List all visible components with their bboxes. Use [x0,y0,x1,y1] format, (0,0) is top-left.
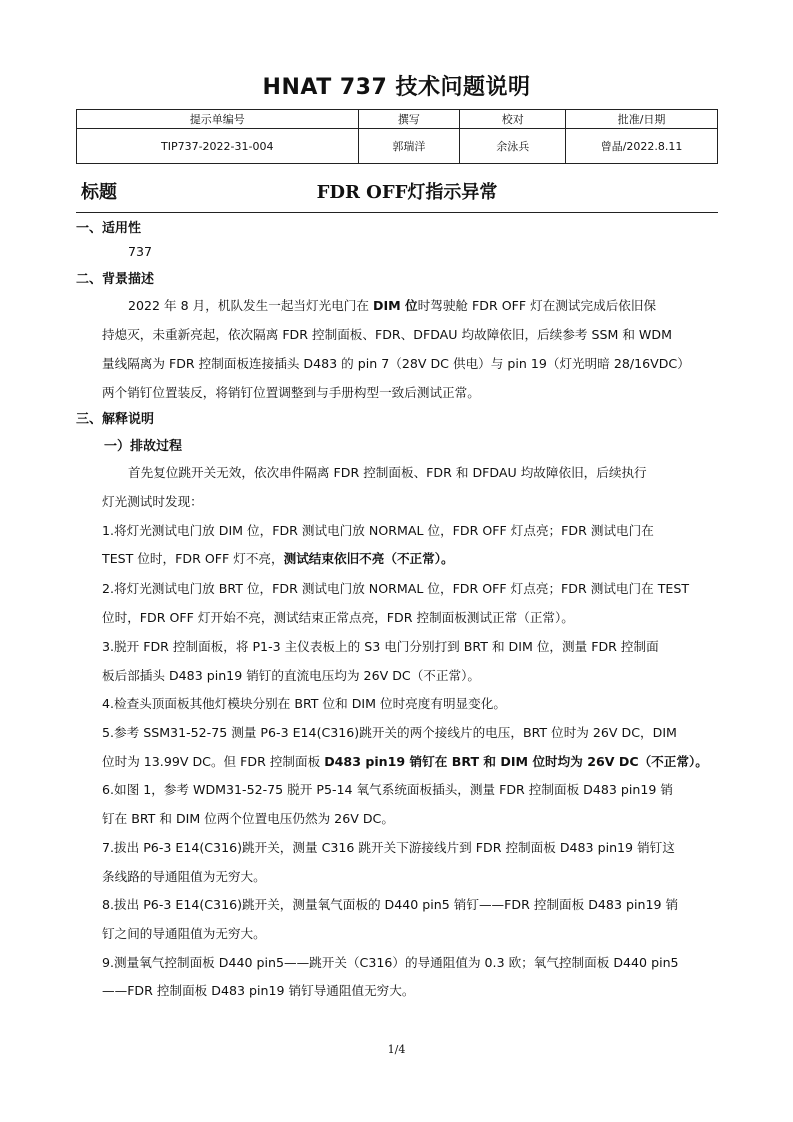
step-1-line-2: TEST 位时，FDR OFF 灯不亮，测试结束依旧不亮（不正常）。 [102,551,454,566]
step-7-line-1: 7.拔出 P6-3 E14(C316)跳开关，测量 C316 跳开关下游接线片到 FDR 控制面板 D483 pin19 销钉这 [102,840,675,855]
background-line-1: 2022 年 8 月，机队发生一起当灯光电门在 DIM 位时驾驶舱 FDR OFF 灯在测试完成后依旧保 [128,298,657,313]
intro-line-1: 首先复位跳开关无效，依次串件隔离 FDR 控制面板、FDR 和 DFDAU 均故障依旧，后续执行 [128,465,647,480]
header-cell-proofreader: 校对 [460,110,566,129]
header-cell-author: 撰写 [358,110,460,129]
sub-heading-troubleshooting: 一）排故过程 [104,439,183,454]
value-cell-author: 郭瑞洋 [358,129,460,164]
step-5-line-2: 位时为 13.99V DC。但 FDR 控制面板 D483 pin19 销钉在 BRT 和 DIM 位时均为 26V DC（不正常）。 [102,754,708,769]
applicability-content: 737 [128,244,153,259]
step-8-line-2: 钉之间的导通阻值为无穷大。 [102,926,266,941]
info-table-value-row [77,129,718,164]
section-heading-explanation: 三、解释说明 [76,412,155,427]
subject-label: 标题 [81,182,117,203]
header-cell-tip-number: 提示单编号 [77,110,359,129]
info-table-header-row [77,110,718,129]
step-9-line-1: 9.测量氧气控制面板 D440 pin5——跳开关（C316）的导通阻值为 0.3 欧；氧气控制面板 D440 pin5 [102,955,679,970]
step-3-line-1: 3.脱开 FDR 控制面板，将 P1-3 主仪表板上的 S3 电门分别打到 BRT 和 DIM 位，测量 FDR 控制面 [102,639,659,654]
step-8-line-1: 8.拔出 P6-3 E14(C316)跳开关，测量氧气面板的 D440 pin5 销钉——FDR 控制面板 D483 pin19 销 [102,897,679,912]
value-cell-approval-date: 曾晶/2022.8.11 [566,129,718,164]
section-heading-applicability: 一、适用性 [76,221,142,236]
step-2-line-1: 2.将灯光测试电门放 BRT 位，FDR 测试电门放 NORMAL 位，FDR OFF 灯点亮；FDR 测试电门在 TEST [102,581,690,596]
step-6-line-2: 钉在 BRT 和 DIM 位两个位置电压仍然为 26V DC。 [102,811,394,826]
subject-text: FDR OFF灯指示异常 [316,182,498,203]
header-cell-approval-date: 批准/日期 [566,110,718,129]
step-4-line-1: 4.检查头顶面板其他灯模块分别在 BRT 位和 DIM 位时亮度有明显变化。 [102,696,506,711]
step-1-line-1: 1.将灯光测试电门放 DIM 位，FDR 测试电门放 NORMAL 位，FDR OFF 灯点亮；FDR 测试电门在 [102,523,654,538]
step-6-line-1: 6.如图 1，参考 WDM31-52-75 脱开 P5-14 氧气系统面板插头，测量 FDR 控制面板 D483 pin19 销 [102,782,673,797]
intro-line-2: 灯光测试时发现： [102,494,203,509]
step-9-line-2: ——FDR 控制面板 D483 pin19 销钉导通阻值无穷大。 [102,983,415,998]
document-title: HNAT 737 技术问题说明 [262,75,531,100]
background-line-3: 量线隔离为 FDR 控制面板连接插头 D483 的 pin 7（28V DC 供电）与 pin 19（灯光明暗 28/16VDC） [102,356,690,371]
step-2-line-2: 位时，FDR OFF 灯开始不亮，测试结束正常点亮，FDR 控制面板测试正常（正常）。 [102,610,574,625]
background-line-4: 两个销钉位置装反，将销钉位置调整到与手册构型一致后测试正常。 [102,385,480,400]
section-heading-background: 二、背景描述 [76,272,155,287]
subject-row [76,172,718,213]
value-cell-proofreader: 余泳兵 [460,129,566,164]
info-table [76,109,718,164]
step-5-line-1: 5.参考 SSM31-52-75 测量 P6-3 E14(C316)跳开关的两个接线片的电压，BRT 位时为 26V DC，DIM [102,725,677,740]
step-7-line-2: 条线路的导通阻值为无穷大。 [102,869,266,884]
step-3-line-2: 板后部插头 D483 pin19 销钉的直流电压均为 26V DC（不正常）。 [102,668,480,683]
value-cell-tip-number: TIP737-2022-31-004 [77,129,359,164]
page-number: 1/4 [387,1043,406,1056]
background-line-2: 持熄灭，未重新亮起，依次隔离 FDR 控制面板、FDR、DFDAU 均故障依旧，后续参考 SSM 和 WDM [102,327,672,342]
